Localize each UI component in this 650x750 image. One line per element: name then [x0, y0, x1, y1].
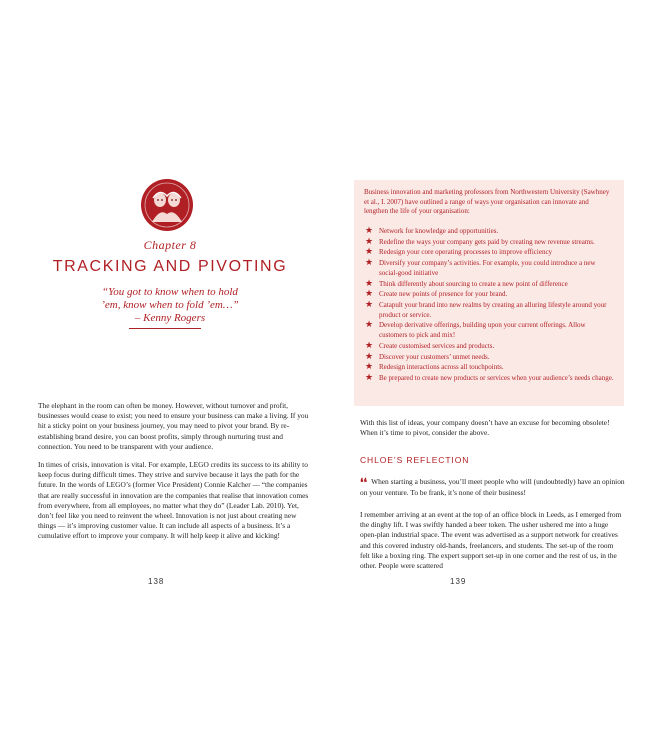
star-bullet-icon: ★: [365, 362, 374, 373]
star-bullet-icon: ★: [365, 320, 374, 331]
list-item: [364, 353, 614, 363]
list-item: [364, 321, 614, 340]
body-paragraph: With this list of ideas, your company doesn’t have an excuse for becoming obsolete! When it’s time to pivot, consider the above.: [360, 418, 610, 438]
list-item-text: Redesign interactions across all touchpoints.: [379, 363, 504, 372]
star-bullet-icon: ★: [365, 300, 374, 311]
list-item-text: Create new points of presence for your brand.: [379, 290, 508, 299]
reflection-quote-text: When starting a business, you’ll meet people who will (undoubtedly) have an opinion on your venture. To be frank, it’s none of their business!: [360, 477, 625, 498]
list-item-text: Redesign your core operating processes to improve efficiency: [379, 248, 553, 257]
left-body-text: [38, 401, 310, 550]
list-item-text: Think differently about sourcing to create a new point of difference: [379, 279, 568, 288]
list-item-text: Diversify your company’s activities. For example, you could introduce a new social-good initiative: [379, 259, 596, 277]
list-item: [364, 374, 614, 384]
page-number: 139: [450, 577, 467, 586]
innovation-callout-box: [354, 180, 624, 406]
chapter-emblem-icon: [140, 178, 194, 232]
list-item: [364, 342, 614, 352]
star-bullet-icon: ★: [365, 340, 374, 351]
reflection-quote-paragraph: [360, 477, 625, 498]
quote-mark-icon: ❛❛: [360, 476, 368, 489]
callout-intro: Business innovation and marketing professors from Northwestern University (Sawhney et al., I. 2007) have outlined a range of ways your organisation can innovate and lengthen the life of your organisation:: [364, 188, 610, 216]
star-bullet-icon: ★: [365, 258, 374, 269]
reflection-body: [360, 510, 625, 579]
star-bullet-icon: ★: [365, 289, 374, 300]
list-item: [364, 259, 614, 278]
star-bullet-icon: ★: [365, 236, 374, 247]
list-item: [364, 363, 614, 373]
star-bullet-icon: ★: [365, 247, 374, 258]
page-number: 138: [148, 577, 165, 586]
callout-followup-text: [360, 418, 625, 446]
epigraph-line: “You got to know when to hold: [102, 286, 238, 298]
star-bullet-icon: ★: [365, 225, 374, 236]
list-item: [364, 227, 614, 237]
list-item: [364, 280, 614, 290]
reflection-quote: [360, 477, 625, 498]
epigraph: [0, 286, 340, 325]
body-paragraph: The elephant in the room can often be money. However, without turnover and profit, businesses would cease to exist; you need to ensure your business can make a living. If you hit a sticky point on your business journey, you may need to pivot your brand. By re-establishing brand desire, you can boost profits, simply through nurturing trust and connection. You need to be transparent with your audience.: [38, 401, 309, 451]
body-paragraph: In times of crisis, innovation is vital. For example, LEGO credits its success to its ability to keep focus during difficult times. They strive and survive because it lays the path for the future. In the words of LEGO’s (former Vice President) Connie Kalcher — “the companies that are really successful in innovation are the companies that realise that innovation comes from everywhere, from all employees, no matter what they do” (Leader Lab. 2010). Yet, don’t feel like you need to reinvent the wheel. Innovation is not just about creating new things — it’s improving customer value. It can include all aspects of a business. It’s a cumulative effort to improve your company. It will help keep it alive and kicking!: [38, 460, 309, 541]
list-item-text: Catapult your brand into new realms by creating an alluring lifestyle around your product or service.: [379, 301, 607, 319]
star-bullet-icon: ★: [365, 351, 374, 362]
list-item: [364, 248, 614, 258]
star-bullet-icon: ★: [365, 373, 374, 384]
body-paragraph: I remember arriving at an event at the top of an office block in Leeds, as I emerged from the dinghy lift. I was swiftly handed a beer token. The usher ushered me into a huge open-plan industrial space. The event was advertised as a support network for creatives and this covered industry old-hands, freelancers, and students. The set-up of the room felt like a boxing ring. The expert support set-up in one corner and the rest of us, in the other. People were scattered: [360, 510, 622, 571]
list-item-text: Redefine the ways your company gets paid by creating new revenue streams.: [379, 237, 595, 246]
section-heading: CHLOE’S REFLECTION: [360, 455, 470, 465]
list-item-text: Create customised services and products.: [379, 341, 495, 350]
chapter-label: Chapter 8: [143, 238, 197, 252]
epigraph-attribution: – Kenny Rogers: [134, 312, 206, 324]
epigraph-divider: [129, 328, 201, 329]
epigraph-line: ’em, know when to fold ’em…”: [101, 299, 239, 311]
right-page: [325, 0, 650, 750]
list-item-text: Be prepared to create new products or services when your audience’s needs change.: [379, 374, 614, 383]
list-item: [364, 238, 614, 248]
list-item-text: Develop derivative offerings, building upon your current offerings. Allow customers to pick and mix!: [379, 321, 586, 340]
list-item-text: Discover your customers’ unmet needs.: [379, 352, 490, 361]
star-bullet-icon: ★: [365, 278, 374, 289]
list-item: [364, 290, 614, 300]
list-item: [364, 301, 614, 320]
chapter-title: TRACKING AND PIVOTING: [52, 258, 288, 275]
list-item-text: Network for knowledge and opportunities.: [379, 226, 499, 235]
innovation-list: [364, 227, 614, 384]
